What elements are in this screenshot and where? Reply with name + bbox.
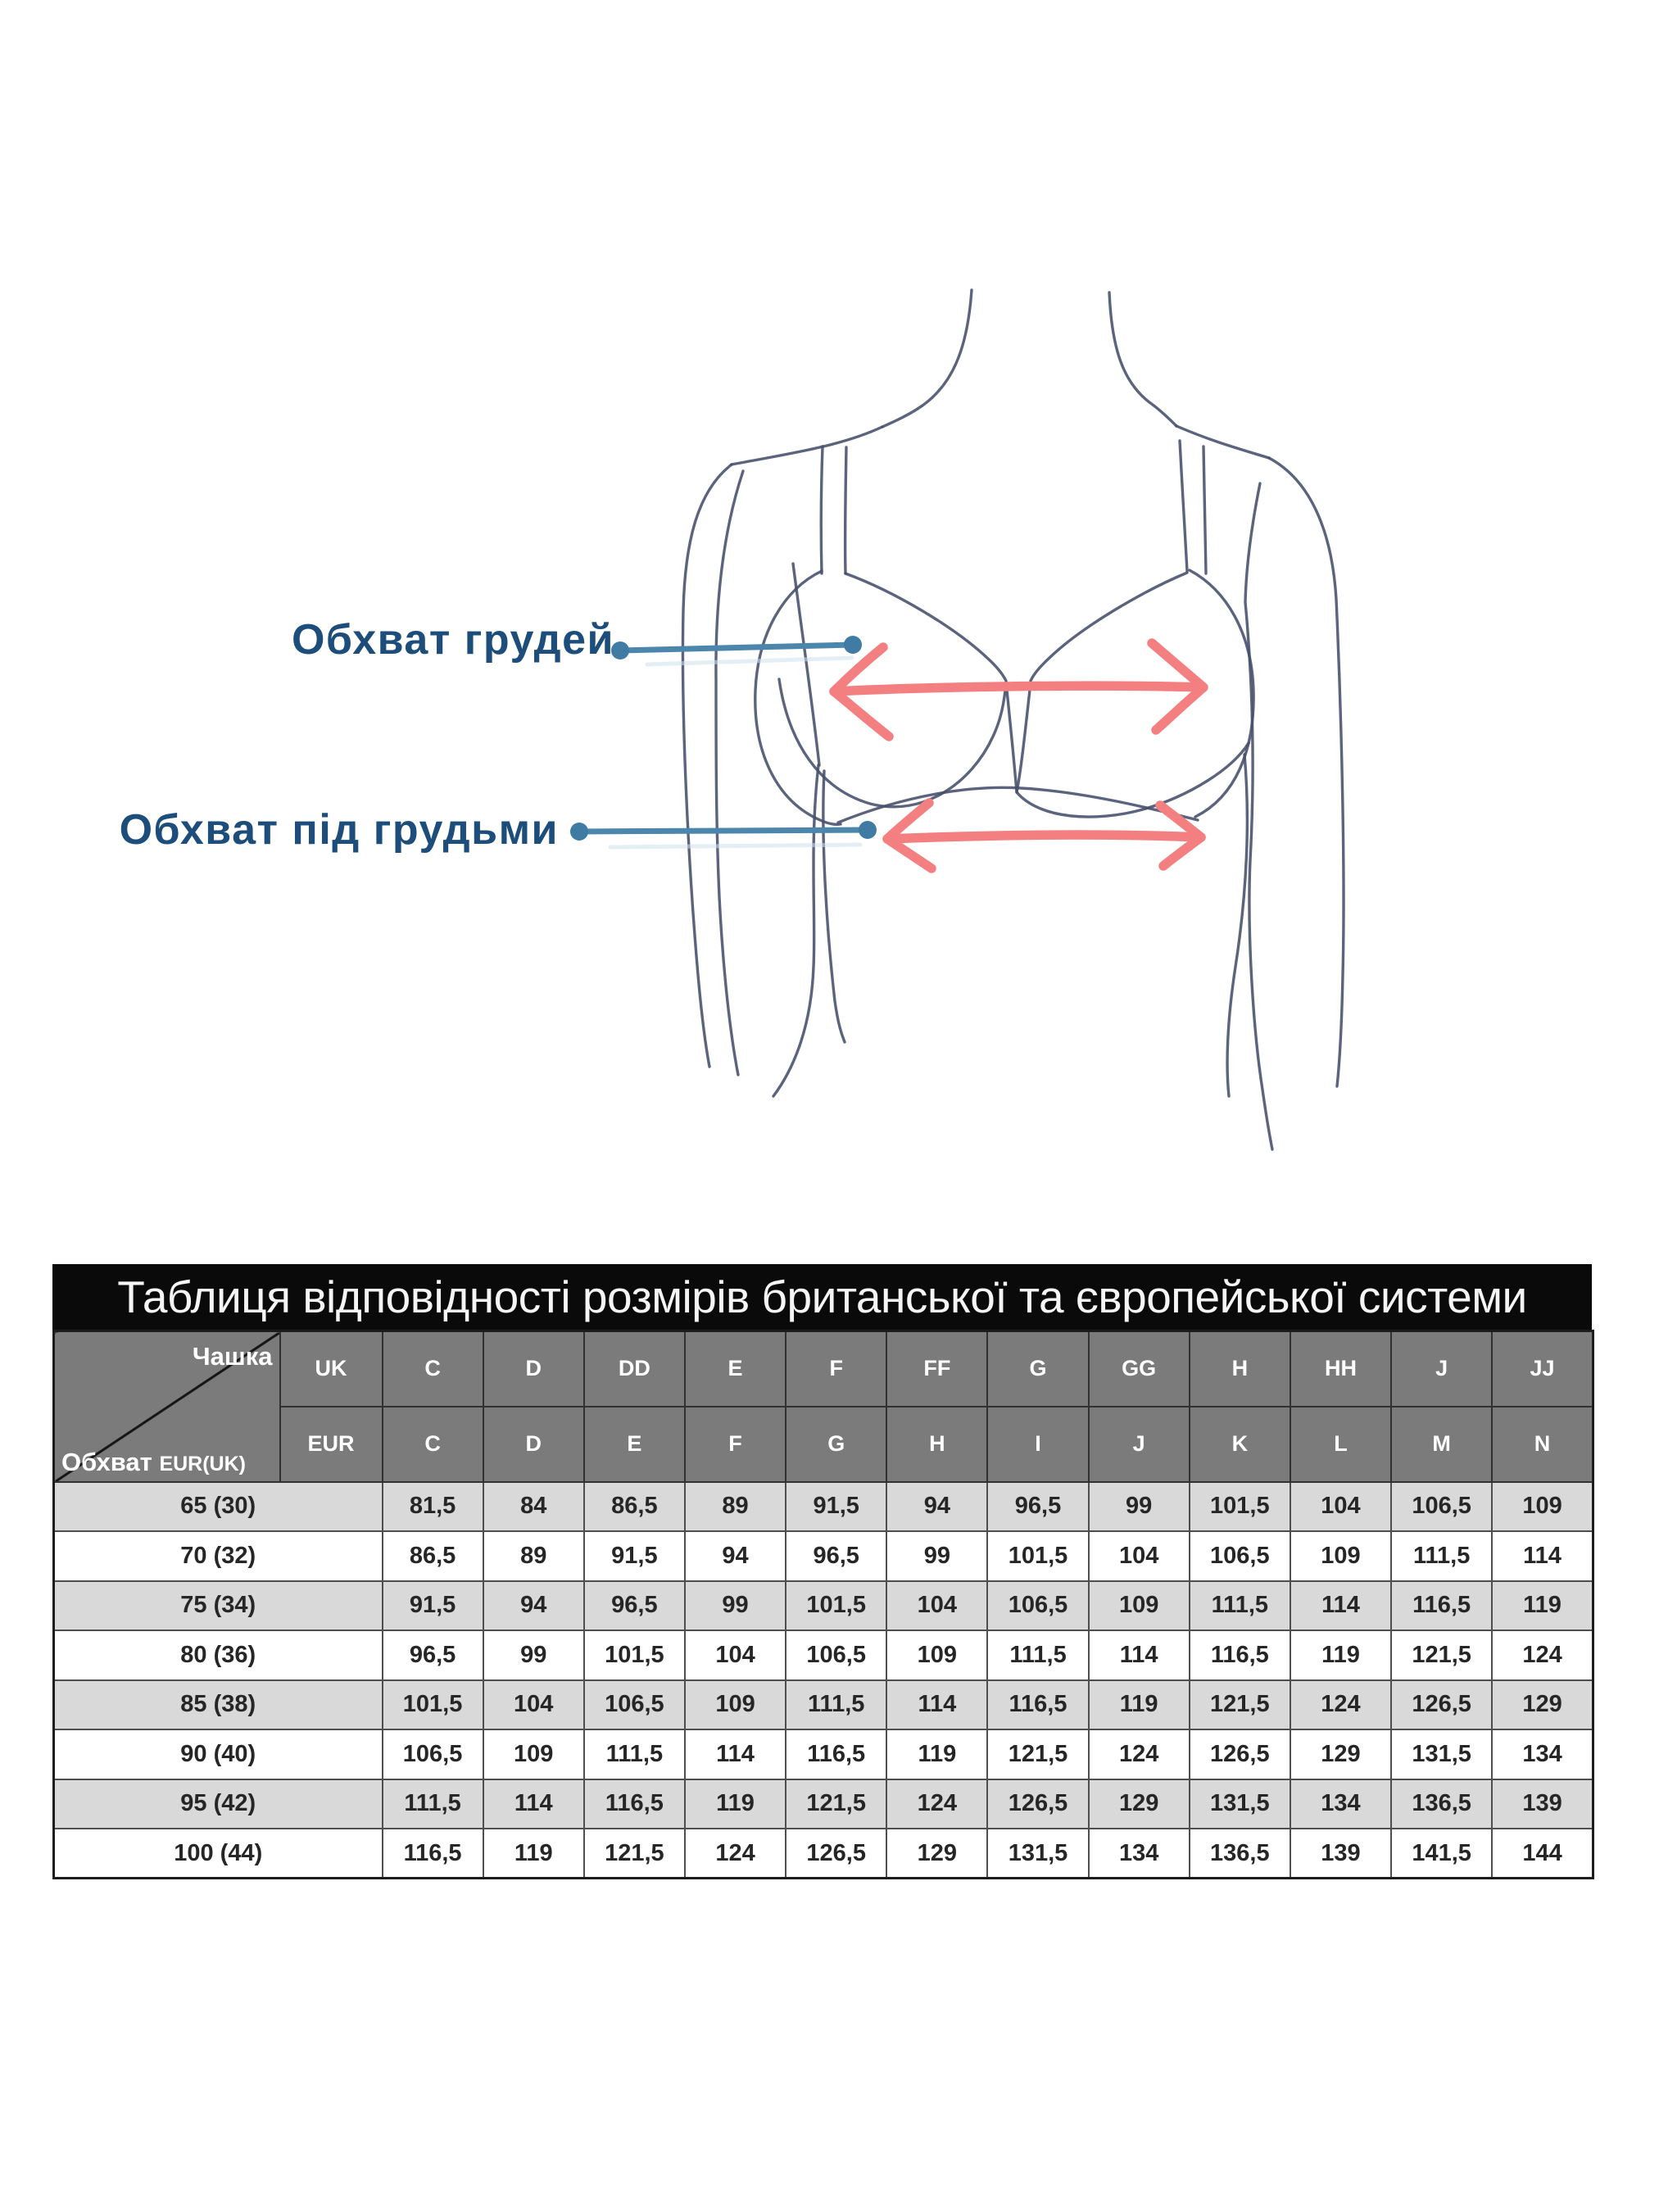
girth-row-label: 95 (42) <box>54 1779 383 1829</box>
table-cell: 131,5 <box>1391 1729 1492 1779</box>
arm-right-inner-line <box>1245 483 1272 1149</box>
table-cell: 129 <box>886 1829 987 1879</box>
table-cell: 104 <box>1290 1482 1391 1532</box>
uk-cup-header: H <box>1190 1331 1290 1407</box>
table-cell: 109 <box>685 1680 786 1730</box>
table-row <box>54 1581 1593 1631</box>
table-cell: 131,5 <box>1190 1779 1290 1829</box>
table-cell: 96,5 <box>584 1581 685 1631</box>
table-cell: 116,5 <box>383 1829 483 1879</box>
underbust-arrow-shaft <box>887 835 1201 839</box>
uk-cup-header: HH <box>1290 1331 1391 1407</box>
uk-cup-header: J <box>1391 1331 1492 1407</box>
table-cell: 119 <box>1089 1680 1190 1730</box>
uk-cup-header: DD <box>584 1331 685 1407</box>
eur-cup-header: F <box>685 1407 786 1482</box>
eur-cup-header: H <box>886 1407 987 1482</box>
table-cell: 144 <box>1492 1829 1593 1879</box>
table-cell: 91,5 <box>584 1531 685 1581</box>
table-title: Таблиця відповідності розмірів британської та європейської системи <box>52 1264 1592 1330</box>
girth-row-label: 90 (40) <box>54 1729 383 1779</box>
size-table <box>52 1330 1594 1879</box>
table-cell: 104 <box>483 1680 584 1730</box>
girth-row-label: 65 (30) <box>54 1482 383 1532</box>
bust-arrow-shaft <box>834 686 1203 691</box>
table-cell: 119 <box>1492 1581 1593 1631</box>
girth-row-label: 75 (34) <box>54 1581 383 1631</box>
table-cell: 86,5 <box>383 1531 483 1581</box>
table-cell: 124 <box>1290 1680 1391 1730</box>
center-gore-line <box>1006 682 1017 792</box>
table-cell: 99 <box>483 1630 584 1680</box>
table-cell: 116,5 <box>1391 1581 1492 1631</box>
table-cell: 139 <box>1492 1779 1593 1829</box>
table-cell: 96,5 <box>786 1531 886 1581</box>
strap-right-inner <box>1180 441 1187 571</box>
table-cell: 94 <box>886 1482 987 1532</box>
neck-left-line <box>882 290 972 427</box>
table-cell: 104 <box>685 1630 786 1680</box>
table-row <box>54 1779 1593 1829</box>
eur-system-label: EUR <box>280 1407 383 1482</box>
table-cell: 109 <box>1290 1531 1391 1581</box>
girth-row-label: 100 (44) <box>54 1829 383 1879</box>
shoulder-left-line <box>732 427 882 465</box>
table-cell: 106,5 <box>383 1729 483 1779</box>
table-cell: 119 <box>886 1729 987 1779</box>
underbust-arrow <box>887 803 1201 868</box>
table-cell: 111,5 <box>1190 1581 1290 1631</box>
table-cell: 121,5 <box>1391 1630 1492 1680</box>
corner-girth-units: EUR(UK) <box>159 1452 246 1475</box>
eur-cup-header: J <box>1089 1407 1190 1482</box>
table-cell: 114 <box>1492 1531 1593 1581</box>
table-cell: 141,5 <box>1391 1829 1492 1879</box>
table-cell: 131,5 <box>987 1829 1088 1879</box>
table-cell: 139 <box>1290 1829 1391 1879</box>
size-table-header <box>54 1331 1593 1482</box>
table-row <box>54 1729 1593 1779</box>
torso-right-line <box>1227 755 1247 1096</box>
table-cell: 106,5 <box>786 1630 886 1680</box>
table-cell: 116,5 <box>584 1779 685 1829</box>
cup-right-bottom-edge <box>1017 682 1249 817</box>
table-cell: 111,5 <box>1391 1531 1492 1581</box>
table-cell: 114 <box>1290 1581 1391 1631</box>
eur-cup-header: D <box>483 1407 584 1482</box>
table-row <box>54 1680 1593 1730</box>
table-cell: 104 <box>1089 1531 1190 1581</box>
table-cell: 126,5 <box>987 1779 1088 1829</box>
table-row <box>54 1531 1593 1581</box>
table-cell: 106,5 <box>1391 1482 1492 1532</box>
uk-system-label: UK <box>280 1331 383 1407</box>
bra-outline <box>755 441 1253 824</box>
strap-right-outer <box>1203 446 1206 573</box>
table-cell: 126,5 <box>786 1829 886 1879</box>
table-cell: 119 <box>685 1779 786 1829</box>
girth-row-label: 70 (32) <box>54 1531 383 1581</box>
table-row <box>54 1829 1593 1879</box>
strap-left-inner <box>845 447 846 573</box>
table-cell: 96,5 <box>987 1482 1088 1532</box>
arm-right-outer-line <box>1269 458 1344 1086</box>
table-cell: 106,5 <box>584 1680 685 1730</box>
table-cell: 86,5 <box>584 1482 685 1532</box>
label-bust-girth: Обхват грудей <box>291 616 614 664</box>
table-cell: 114 <box>886 1680 987 1730</box>
table-cell: 94 <box>685 1531 786 1581</box>
eur-cup-header: N <box>1492 1407 1593 1482</box>
table-row <box>54 1482 1593 1532</box>
table-cell: 101,5 <box>383 1680 483 1730</box>
table-cell: 99 <box>685 1581 786 1631</box>
table-cell: 136,5 <box>1391 1779 1492 1829</box>
uk-cup-header: GG <box>1089 1331 1190 1407</box>
eur-cup-header: L <box>1290 1407 1391 1482</box>
eur-cup-header: E <box>584 1407 685 1482</box>
table-cell: 111,5 <box>987 1630 1088 1680</box>
table-cell: 91,5 <box>786 1482 886 1532</box>
table-cell: 119 <box>1290 1630 1391 1680</box>
table-cell: 106,5 <box>1190 1531 1290 1581</box>
eur-cup-header: K <box>1190 1407 1290 1482</box>
table-cell: 101,5 <box>987 1531 1088 1581</box>
shoulder-right-line <box>1176 426 1269 458</box>
table-row <box>54 1630 1593 1680</box>
corner-girth-label <box>61 1448 246 1477</box>
table-cell: 89 <box>685 1482 786 1532</box>
torso-outline <box>682 290 1344 1149</box>
uk-cup-header: JJ <box>1492 1331 1593 1407</box>
girth-row-label: 80 (36) <box>54 1630 383 1680</box>
table-cell: 109 <box>483 1729 584 1779</box>
torso-left-upper-line <box>793 564 819 765</box>
table-cell: 114 <box>1089 1630 1190 1680</box>
table-cell: 121,5 <box>987 1729 1088 1779</box>
table-cell: 109 <box>1089 1581 1190 1631</box>
table-cell: 116,5 <box>1190 1630 1290 1680</box>
table-cell: 124 <box>1089 1729 1190 1779</box>
table-cell: 101,5 <box>584 1630 685 1680</box>
table-cell: 114 <box>685 1729 786 1779</box>
table-cell: 101,5 <box>1190 1482 1290 1532</box>
size-table-section <box>52 1264 1592 1879</box>
corner-cell <box>54 1331 280 1482</box>
corner-girth-word: Обхват <box>61 1447 152 1476</box>
girth-row-label: 85 (38) <box>54 1680 383 1730</box>
table-cell: 96,5 <box>383 1630 483 1680</box>
corner-cup-label: Чашка <box>192 1342 273 1371</box>
bust-connector <box>611 636 862 664</box>
table-cell: 84 <box>483 1482 584 1532</box>
table-cell: 126,5 <box>1391 1680 1492 1730</box>
table-cell: 129 <box>1492 1680 1593 1730</box>
table-cell: 124 <box>886 1779 987 1829</box>
uk-cup-header: G <box>987 1331 1088 1407</box>
table-cell: 109 <box>886 1630 987 1680</box>
table-cell: 91,5 <box>383 1581 483 1631</box>
table-cell: 114 <box>483 1779 584 1829</box>
table-cell: 119 <box>483 1829 584 1879</box>
table-cell: 101,5 <box>786 1581 886 1631</box>
table-cell: 99 <box>886 1531 987 1581</box>
table-cell: 99 <box>1089 1482 1190 1532</box>
table-cell: 124 <box>1492 1630 1593 1680</box>
label-underbust-girth: Обхват під грудьми <box>119 806 559 854</box>
table-cell: 121,5 <box>786 1779 886 1829</box>
cup-right-top-edge <box>1031 573 1187 681</box>
table-cell: 134 <box>1492 1729 1593 1779</box>
table-cell: 129 <box>1089 1779 1190 1829</box>
uk-cup-header: F <box>786 1331 886 1407</box>
uk-cup-header: C <box>383 1331 483 1407</box>
table-cell: 121,5 <box>1190 1680 1290 1730</box>
table-cell: 124 <box>685 1829 786 1879</box>
table-cell: 136,5 <box>1190 1829 1290 1879</box>
torso-left-lower-line <box>823 771 845 1042</box>
table-cell: 134 <box>1089 1829 1190 1879</box>
table-cell: 134 <box>1290 1779 1391 1829</box>
table-cell: 81,5 <box>383 1482 483 1532</box>
bust-arrow <box>834 643 1203 737</box>
eur-cup-header: G <box>786 1407 886 1482</box>
table-cell: 89 <box>483 1531 584 1581</box>
table-cell: 121,5 <box>584 1829 685 1879</box>
uk-cup-header: E <box>685 1331 786 1407</box>
strap-left-outer <box>821 446 823 573</box>
table-cell: 129 <box>1290 1729 1391 1779</box>
size-table-body <box>54 1482 1593 1879</box>
table-cell: 126,5 <box>1190 1729 1290 1779</box>
eur-cup-header: C <box>383 1407 483 1482</box>
table-cell: 116,5 <box>987 1680 1088 1730</box>
neck-right-line <box>1109 292 1176 426</box>
uk-cup-header: D <box>483 1331 584 1407</box>
table-cell: 104 <box>886 1581 987 1631</box>
table-cell: 111,5 <box>584 1729 685 1779</box>
uk-cup-header: FF <box>886 1331 987 1407</box>
eur-cup-header: I <box>987 1407 1088 1482</box>
table-cell: 94 <box>483 1581 584 1631</box>
arm-left-inner-line <box>716 471 743 1075</box>
table-cell: 111,5 <box>383 1779 483 1829</box>
table-cell: 111,5 <box>786 1680 886 1730</box>
table-cell: 116,5 <box>786 1729 886 1779</box>
eur-cup-header: M <box>1391 1407 1492 1482</box>
table-cell: 109 <box>1492 1482 1593 1532</box>
table-cell: 106,5 <box>987 1581 1088 1631</box>
